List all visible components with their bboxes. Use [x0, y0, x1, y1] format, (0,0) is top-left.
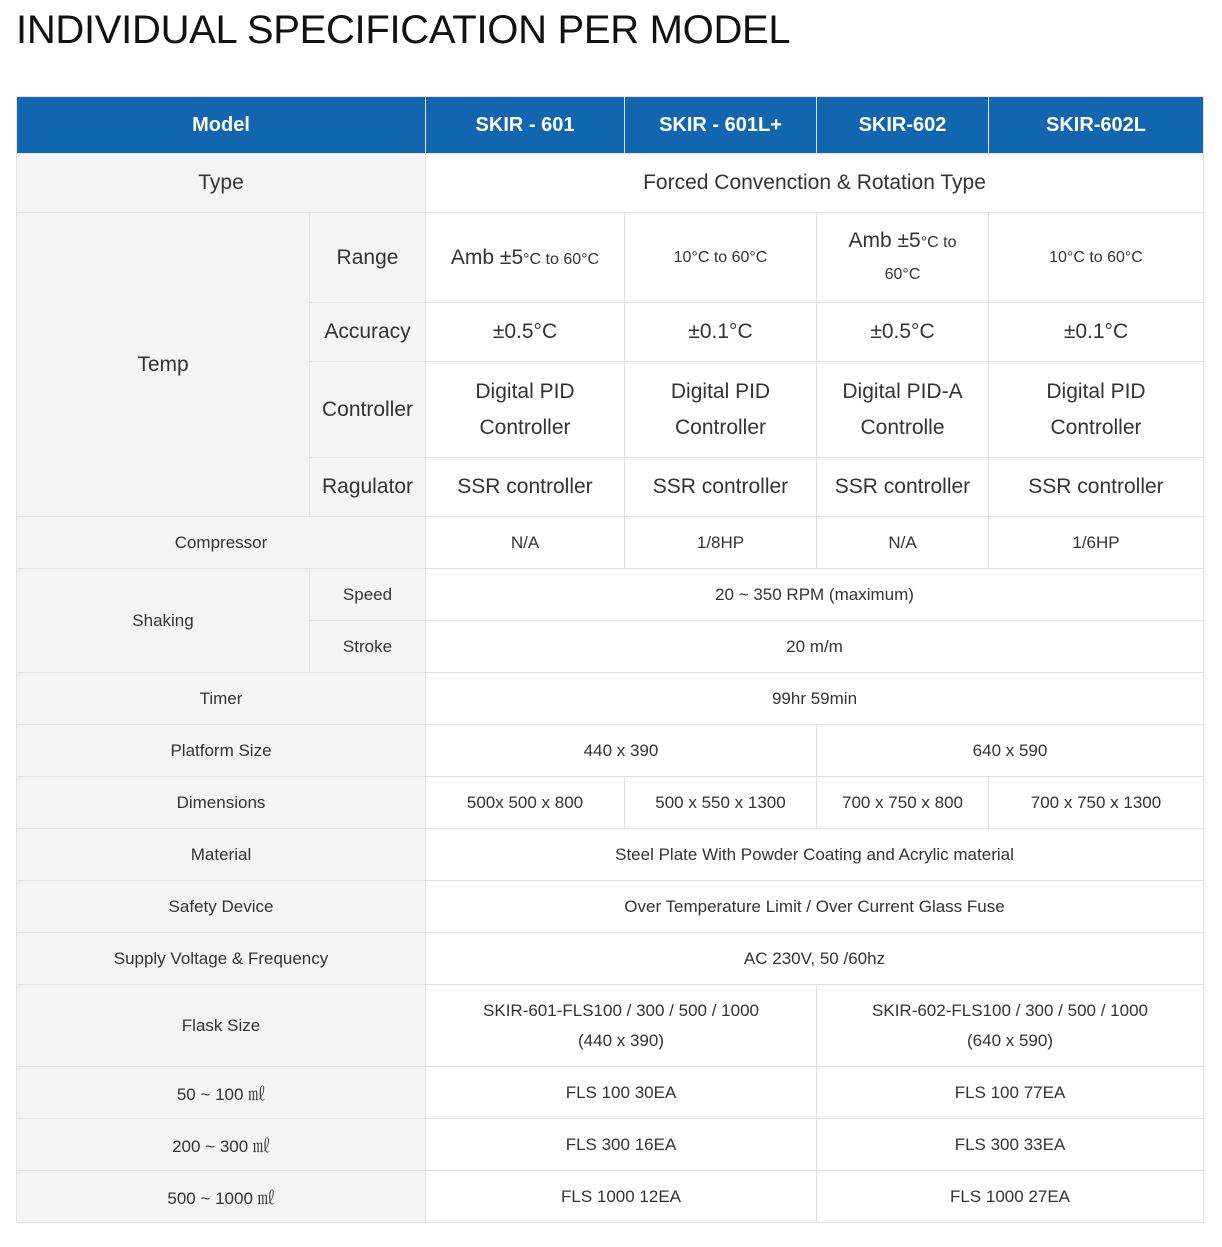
- header-row: [17, 97, 1204, 154]
- controller-value-2-l2: Controller: [674, 415, 767, 439]
- controller-value-1-l2: Controller: [479, 415, 571, 439]
- flask-row-3-right: FLS 1000 27EA: [817, 1171, 1204, 1223]
- supply-label: Supply Voltage & Frequency: [17, 933, 426, 985]
- flask-label: Flask Size: [17, 985, 426, 1067]
- stroke-value: 20 m/m: [426, 621, 1204, 673]
- compressor-value-2: 1/8HP: [625, 517, 817, 569]
- flask-row-2-right: FLS 300 33EA: [817, 1119, 1204, 1171]
- safety-label: Safety Device: [17, 881, 426, 933]
- accuracy-value-4: ±0.1°C: [989, 303, 1204, 362]
- controller-value-4: [989, 362, 1204, 458]
- flask-row-3-left: FLS 1000 12EA: [426, 1171, 817, 1223]
- flask-left: [426, 985, 817, 1067]
- platform-label: Platform Size: [17, 725, 426, 777]
- compressor-value-3: N/A: [817, 517, 989, 569]
- shaking-label: Shaking: [17, 569, 310, 673]
- dimensions-value-2: 500 x 550 x 1300: [625, 777, 817, 829]
- range-value-2: 10°C to 60°C: [625, 213, 817, 303]
- row-shaking-speed: [17, 569, 1204, 621]
- range-value-4: 10°C to 60°C: [989, 213, 1204, 303]
- flask-left-l2: (440 x 390): [578, 1030, 664, 1050]
- range-value-1: [426, 213, 625, 303]
- row-flask-3: [17, 1171, 1204, 1223]
- controller-value-3-l2: Controlle: [860, 415, 945, 439]
- row-dimensions: [17, 777, 1204, 829]
- controller-value-3: [817, 362, 989, 458]
- controller-value-4-l2: Controller: [1050, 415, 1142, 439]
- flask-row-2-label: 200 ~ 300 ㎖: [17, 1119, 426, 1171]
- flask-right-l2: (640 x 590): [967, 1030, 1053, 1050]
- flask-row-2-left: FLS 300 16EA: [426, 1119, 817, 1171]
- type-value: Forced Convenction & Rotation Type: [426, 154, 1204, 213]
- compressor-label: Compressor: [17, 517, 426, 569]
- header-model-4: SKIR-602L: [989, 97, 1204, 154]
- header-model: Model: [17, 97, 426, 154]
- header-model-2: SKIR - 601L+: [625, 97, 817, 154]
- dimensions-value-1: 500x 500 x 800: [426, 777, 625, 829]
- spec-table: [16, 96, 1204, 1223]
- range-value-3-line2: 60°C: [884, 265, 921, 283]
- regulator-value-3: SSR controller: [817, 458, 989, 517]
- regulator-label: Ragulator: [310, 458, 426, 517]
- range-value-3-main: Amb ±5: [848, 228, 921, 252]
- controller-value-1-l1: Digital PID: [475, 379, 575, 403]
- controller-value-3-l1: Digital PID-A: [842, 379, 963, 403]
- header-model-1: SKIR - 601: [426, 97, 625, 154]
- flask-row-1-label: 50 ~ 100 ㎖: [17, 1067, 426, 1119]
- material-value: Steel Plate With Powder Coating and Acrylic material: [426, 829, 1204, 881]
- row-safety: [17, 881, 1204, 933]
- row-compressor: [17, 517, 1204, 569]
- accuracy-value-3: ±0.5°C: [817, 303, 989, 362]
- range-label: Range: [310, 213, 426, 303]
- speed-label: Speed: [310, 569, 426, 621]
- controller-value-1: [426, 362, 625, 458]
- header-model-3: SKIR-602: [817, 97, 989, 154]
- accuracy-label: Accuracy: [310, 303, 426, 362]
- regulator-value-4: SSR controller: [989, 458, 1204, 517]
- row-supply: [17, 933, 1204, 985]
- accuracy-value-1: ±0.5°C: [426, 303, 625, 362]
- timer-label: Timer: [17, 673, 426, 725]
- type-label: Type: [17, 154, 426, 213]
- platform-value-2: 640 x 590: [817, 725, 1204, 777]
- material-label: Material: [17, 829, 426, 881]
- speed-value: 20 ~ 350 RPM (maximum): [426, 569, 1204, 621]
- range-value-1-rest: °C to 60°C: [523, 250, 600, 268]
- row-temp-range: [17, 213, 1204, 303]
- stroke-label: Stroke: [310, 621, 426, 673]
- range-value-3: [817, 213, 989, 303]
- row-type: [17, 154, 1204, 213]
- accuracy-value-2: ±0.1°C: [625, 303, 817, 362]
- row-flask-2: [17, 1119, 1204, 1171]
- compressor-value-4: 1/6HP: [989, 517, 1204, 569]
- controller-label: Controller: [310, 362, 426, 458]
- page-title: INDIVIDUAL SPECIFICATION PER MODEL: [16, 8, 791, 52]
- row-platform: [17, 725, 1204, 777]
- regulator-value-1: SSR controller: [426, 458, 625, 517]
- dimensions-label: Dimensions: [17, 777, 426, 829]
- platform-value-1: 440 x 390: [426, 725, 817, 777]
- range-value-3-rest: °C to: [920, 233, 957, 251]
- timer-value: 99hr 59min: [426, 673, 1204, 725]
- flask-right-l1: SKIR-602-FLS100 / 300 / 500 / 1000: [872, 1000, 1148, 1020]
- flask-left-l1: SKIR-601-FLS100 / 300 / 500 / 1000: [483, 1000, 759, 1020]
- dimensions-value-4: 700 x 750 x 1300: [989, 777, 1204, 829]
- controller-value-2-l1: Digital PID: [670, 379, 771, 403]
- temp-label: Temp: [17, 213, 310, 517]
- dimensions-value-3: 700 x 750 x 800: [817, 777, 989, 829]
- row-flask: [17, 985, 1204, 1067]
- safety-value: Over Temperature Limit / Over Current Glass Fuse: [426, 881, 1204, 933]
- flask-right: [817, 985, 1204, 1067]
- row-material: [17, 829, 1204, 881]
- row-timer: [17, 673, 1204, 725]
- compressor-value-1: N/A: [426, 517, 625, 569]
- range-value-1-main: Amb ±5: [450, 245, 524, 269]
- controller-value-2: [625, 362, 817, 458]
- controller-value-4-l1: Digital PID: [1046, 379, 1146, 403]
- row-flask-1: [17, 1067, 1204, 1119]
- supply-value: AC 230V, 50 /60hz: [426, 933, 1204, 985]
- regulator-value-2: SSR controller: [625, 458, 817, 517]
- flask-row-1-right: FLS 100 77EA: [817, 1067, 1204, 1119]
- flask-row-3-label: 500 ~ 1000 ㎖: [17, 1171, 426, 1223]
- flask-row-1-left: FLS 100 30EA: [426, 1067, 817, 1119]
